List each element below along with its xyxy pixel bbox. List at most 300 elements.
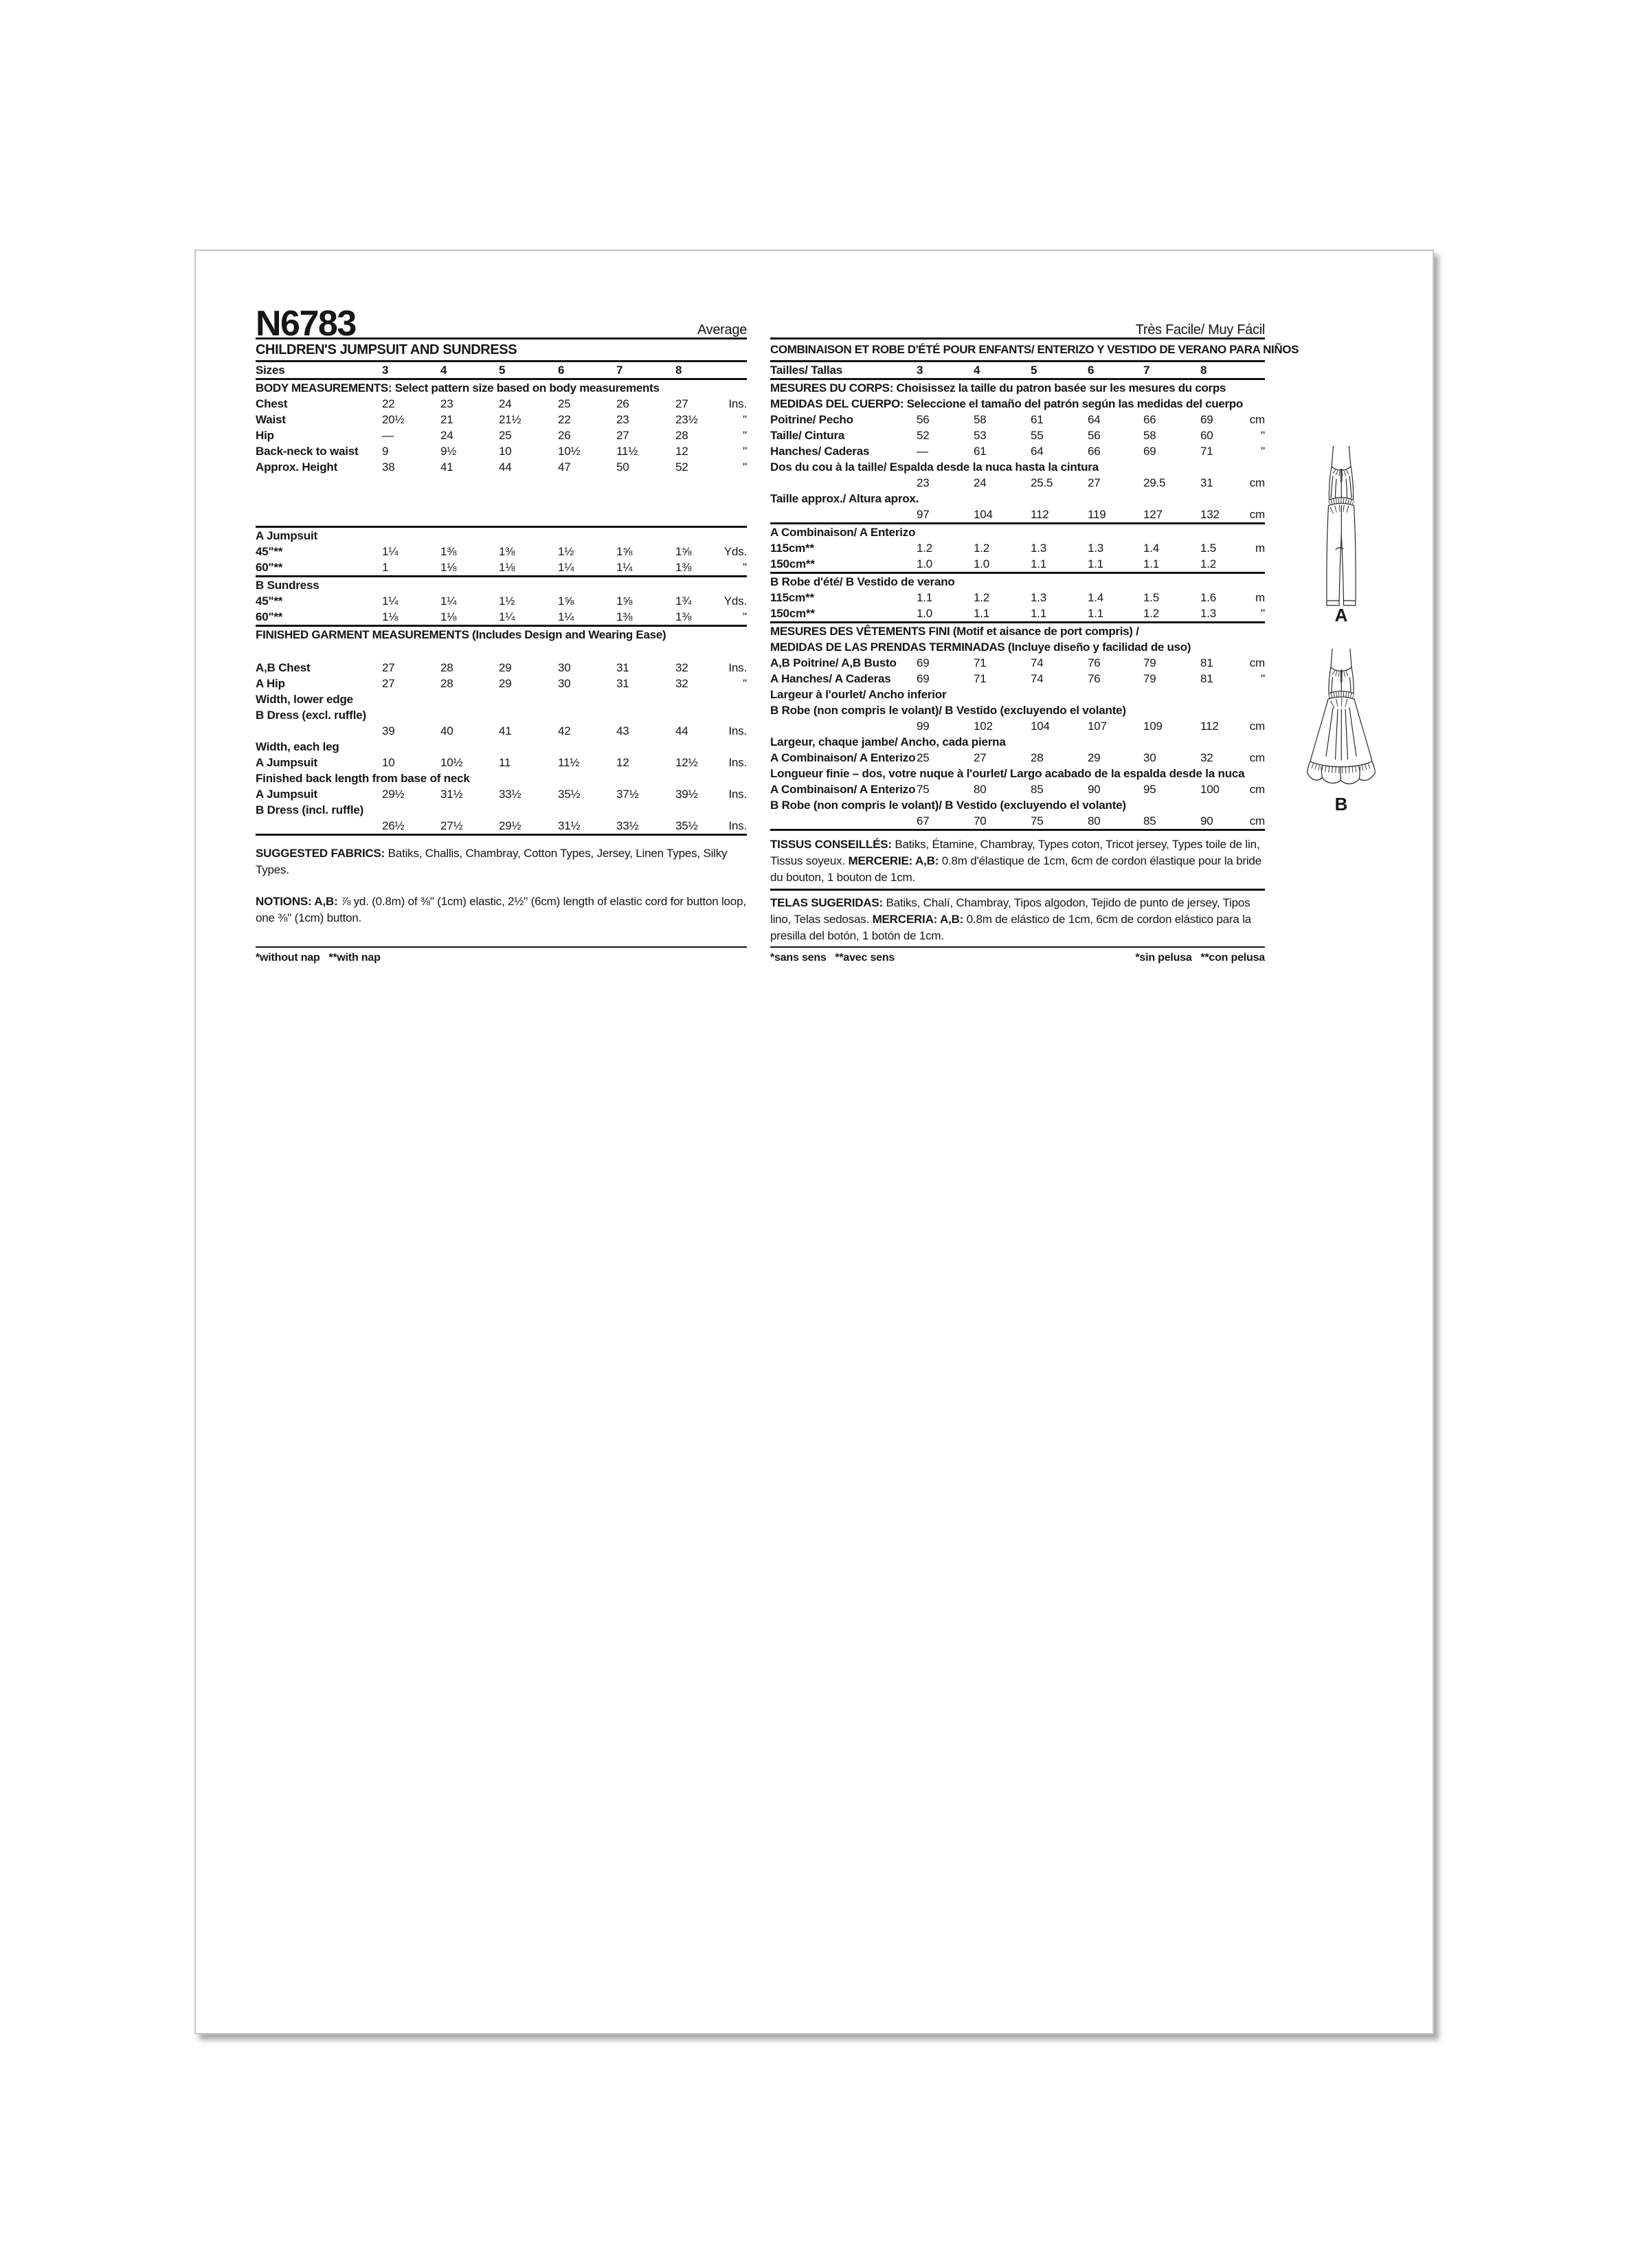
row-label [770, 813, 917, 829]
row-value: 1.1 [1143, 557, 1160, 570]
row-value: 50 [616, 460, 629, 474]
row-value: 27 [1088, 476, 1101, 489]
row-value: 27 [616, 429, 629, 442]
rule [256, 834, 747, 836]
body-measurements-table-fr-es [770, 412, 1265, 522]
table-row [256, 739, 747, 755]
tissus-conseilles-fr [770, 836, 1265, 886]
row-value: 1½ [499, 594, 515, 608]
row-value: 104 [974, 508, 993, 521]
row-value: 56 [917, 413, 930, 426]
row-value: 102 [974, 720, 993, 733]
row-label: Taille/ Cintura [770, 429, 845, 442]
nap-footnote-en-text: *without nap **with nap [256, 952, 381, 964]
table-row [770, 524, 1265, 540]
row-value: 1⅝ [558, 594, 574, 608]
table-row [256, 577, 747, 593]
nap-footnote-en [256, 946, 747, 964]
row-label: B Robe (non compris le volant)/ B Vestido (excluyendo el volante) [770, 799, 1126, 812]
row-value: 27½ [440, 819, 463, 832]
finished-measurements-header-fr: MESURES DES VÊTEMENTS FINI (Motif et aisance de port compris) / [770, 625, 1139, 638]
row-value: 28 [440, 661, 453, 674]
row-unit: cm [1249, 751, 1265, 764]
row-value: 25.5 [1031, 476, 1053, 489]
row-value: 1.1 [1088, 557, 1104, 570]
row-value: 1⅜ [499, 545, 515, 558]
table-row [770, 507, 1265, 522]
row-value: 11½ [558, 756, 580, 769]
row-value: 1.3 [1031, 542, 1047, 555]
english-column [256, 304, 747, 964]
row-unit: " [743, 561, 747, 574]
row-value: 4 [440, 364, 447, 377]
paragraph-text-segment: ⅞ yd. (0.8m) of ⅜" (1cm) elastic, 2½" (6cm) length of elastic cord for button loop, one ⅜" (1cm) button. [256, 895, 746, 924]
table-row [770, 443, 1265, 459]
row-value: 10½ [558, 445, 581, 458]
row-label: A,B Chest [256, 661, 311, 674]
row-value: 6 [1088, 364, 1095, 377]
row-value: 1⅝ [616, 545, 633, 558]
row-unit: cm [1249, 720, 1265, 733]
row-value: 1.2 [974, 542, 990, 555]
paragraph-bold-segment: TISSUS CONSEILLÉS: [770, 838, 895, 851]
row-value: 5 [499, 364, 506, 377]
row-value: 42 [558, 724, 571, 737]
row-value: 80 [974, 783, 987, 796]
suggested-fabrics-en [256, 845, 747, 878]
row-value: 20½ [382, 413, 405, 426]
row-label: Hanches/ Caderas [770, 445, 870, 458]
row-label: Dos du cou à la taille/ Espalda desde la nuca hasta la cintura [770, 460, 1099, 474]
table-row [770, 459, 1265, 475]
row-value: 1.1 [1088, 607, 1104, 620]
nap-footnote-es-text: *sin pelusa **con pelusa [1135, 952, 1265, 964]
row-value: 24 [974, 476, 987, 489]
row-label: Tailles/ Tallas [770, 364, 843, 377]
nap-footnote-fr-es [770, 946, 1265, 964]
row-value: 10 [499, 445, 512, 458]
row-value: 1.0 [917, 607, 933, 620]
row-value: 30 [1143, 751, 1156, 764]
row-value: 7 [1143, 364, 1150, 377]
row-label: 60"** [256, 561, 283, 574]
row-value: 119 [1088, 508, 1106, 521]
row-value: 11½ [616, 445, 638, 458]
row-label: Width, each leg [256, 740, 339, 753]
table-row [256, 412, 747, 427]
dress-yardage-table-fr-es [770, 574, 1265, 621]
row-value: 70 [974, 814, 987, 827]
row-value: 28 [1031, 751, 1044, 764]
row-value: 41 [499, 724, 512, 737]
row-label [256, 818, 382, 834]
row-label: A Hip [256, 677, 285, 690]
paragraph-bold-segment: MERCERIA: A,B: [872, 913, 967, 926]
row-label: Waist [256, 413, 286, 426]
row-value: 29.5 [1143, 476, 1166, 489]
table-row [770, 702, 1265, 718]
row-value: 25 [917, 751, 930, 764]
row-value: 61 [974, 445, 987, 458]
row-value: 32 [675, 677, 688, 690]
row-value: 25 [558, 397, 571, 410]
row-unit: Ins. [728, 756, 747, 769]
row-value: 1⅜ [675, 561, 692, 574]
row-value: 9½ [440, 445, 457, 458]
row-unit: " [743, 413, 747, 426]
row-value: 39½ [675, 788, 698, 801]
row-label [770, 475, 917, 491]
row-label: A,B Poitrine/ A,B Busto [770, 656, 897, 669]
row-value: 76 [1088, 656, 1101, 669]
table-row [770, 491, 1265, 507]
row-value: 85 [1143, 814, 1156, 827]
row-label: Sizes [256, 364, 285, 377]
table-row [256, 770, 747, 786]
row-value: 64 [1088, 413, 1101, 426]
row-label: Largeur à l'ourlet/ Ancho inferior [770, 688, 947, 701]
row-label: 115cm** [770, 542, 814, 555]
row-value: 1.4 [1143, 542, 1160, 555]
row-label: Width, lower edge [256, 693, 353, 706]
row-unit: cm [1249, 783, 1265, 796]
row-value: 1¼ [440, 594, 457, 608]
row-value: 44 [499, 460, 512, 474]
row-value: 27 [382, 677, 395, 690]
row-value: 58 [1143, 429, 1156, 442]
rule [770, 889, 1265, 891]
row-value: 81 [1200, 656, 1213, 669]
row-label: 150cm** [770, 557, 815, 570]
row-unit: cm [1249, 413, 1265, 426]
row-value: 107 [1088, 720, 1107, 733]
spacer [256, 643, 747, 660]
row-value: 1⅜ [440, 545, 457, 558]
row-value: 23 [616, 413, 629, 426]
row-value: 32 [1200, 751, 1213, 764]
row-value: 31½ [440, 788, 463, 801]
row-label: A Jumpsuit [256, 788, 317, 801]
pattern-envelope-back-page [194, 249, 1434, 2034]
row-value: 1.2 [1143, 607, 1160, 620]
row-value: 10½ [440, 756, 463, 769]
jumpsuit-line-drawing [1317, 445, 1365, 608]
row-value: 97 [917, 508, 930, 521]
row-value: 53 [974, 429, 987, 442]
table-row [256, 755, 747, 770]
row-value: 1.1 [974, 607, 990, 620]
row-value: 29½ [499, 819, 521, 832]
table-row [256, 362, 747, 378]
table-row [256, 559, 747, 575]
row-value: 1¼ [382, 594, 399, 608]
row-value: 1.1 [1031, 557, 1047, 570]
row-unit: " [1261, 445, 1265, 458]
row-value: 40 [440, 724, 453, 737]
row-unit [1244, 362, 1265, 378]
difficulty-label-fr-es: Très Facile/ Muy Fácil [1135, 322, 1265, 337]
table-row [256, 443, 747, 459]
row-value: 1¼ [499, 610, 515, 623]
row-value: 90 [1200, 814, 1213, 827]
row-unit: cm [1249, 656, 1265, 669]
row-label: Approx. Height [256, 460, 338, 474]
table-row [770, 671, 1265, 687]
masthead-en [256, 304, 747, 344]
row-unit: Yds. [723, 594, 747, 608]
sizes-table-en [256, 362, 747, 378]
row-label: A Jumpsuit [256, 756, 317, 769]
table-row [770, 427, 1265, 443]
row-value: 30 [558, 677, 571, 690]
sundress-line-drawing [1301, 647, 1381, 785]
telas-sugeridas-es [770, 895, 1265, 944]
row-unit: cm [1249, 508, 1265, 521]
row-value: 29 [499, 661, 512, 674]
row-value: 35½ [558, 788, 581, 801]
row-unit: " [743, 429, 747, 442]
row-value: 79 [1143, 656, 1156, 669]
row-value: 1.1 [917, 591, 933, 604]
garment-title-fr-es: COMBINAISON ET ROBE D'ÉTÉ POUR ENFANTS/ ENTERIZO Y VESTIDO DE VERANO PARA NIÑOS [770, 343, 1299, 356]
row-label: A Combinaison/ A Enterizo [770, 751, 916, 764]
row-value: 27 [974, 751, 987, 764]
row-value: 109 [1143, 720, 1163, 733]
row-value: 43 [616, 724, 629, 737]
row-value: 90 [1088, 783, 1101, 796]
finished-measurements-table-en [256, 660, 747, 834]
row-value: 31½ [558, 819, 581, 832]
row-value: 27 [382, 661, 395, 674]
row-value: 1.0 [917, 557, 933, 570]
row-value: 12 [675, 445, 688, 458]
row-value: 81 [1200, 672, 1213, 685]
row-value: 76 [1088, 672, 1101, 685]
spacer [256, 475, 747, 526]
row-label: 45"** [256, 594, 283, 608]
row-label: B Dress (excl. ruffle) [256, 709, 366, 722]
row-value: 52 [917, 429, 930, 442]
row-unit: Ins. [728, 724, 747, 737]
row-unit: cm [1249, 814, 1265, 827]
row-value: 1.2 [1200, 557, 1217, 570]
row-value: 5 [1031, 364, 1037, 377]
row-value: 1 [382, 561, 389, 574]
paragraph-text-segment: 0.8m d'élastique de 1cm, 6cm de cordon élastique pour la bride du bouton, 1 bouton de 1cm. [770, 854, 1261, 884]
pattern-number: N6783 [256, 304, 356, 344]
row-value: 60 [1200, 429, 1213, 442]
row-value: 31 [616, 661, 629, 674]
row-value: 33½ [616, 819, 639, 832]
row-unit: " [743, 445, 747, 458]
table-row [770, 556, 1265, 572]
table-row [256, 544, 747, 559]
row-value: 75 [917, 783, 930, 796]
row-unit: Ins. [728, 788, 747, 801]
table-row [770, 734, 1265, 750]
table-row [256, 723, 747, 739]
row-label [770, 507, 917, 522]
row-value: 112 [1200, 720, 1219, 733]
finished-measurements-header-en: FINISHED GARMENT MEASUREMENTS (Includes Design and Wearing Ease) [256, 628, 666, 641]
table-row [770, 655, 1265, 671]
table-row [770, 687, 1265, 702]
row-label: Finished back length from base of neck [256, 772, 470, 785]
row-value: 1⅛ [499, 561, 515, 574]
table-row [770, 813, 1265, 829]
row-value: 71 [1200, 445, 1213, 458]
row-label: Poitrine/ Pecho [770, 413, 853, 426]
row-value: 28 [675, 429, 688, 442]
table-row [256, 802, 747, 818]
notions-en [256, 893, 747, 926]
row-value: 29½ [382, 788, 405, 801]
row-value: 52 [675, 460, 688, 474]
row-value: 69 [917, 656, 930, 669]
row-value: 1¼ [616, 561, 633, 574]
row-value: 1⅝ [616, 594, 633, 608]
row-label: B Robe (non compris le volant)/ B Vestido (excluyendo el volante) [770, 704, 1126, 717]
row-value: 26 [558, 429, 571, 442]
garment-title-en: CHILDREN'S JUMPSUIT AND SUNDRESS [256, 342, 517, 357]
row-label [770, 718, 917, 734]
row-unit: " [743, 610, 747, 623]
row-value: 1.4 [1088, 591, 1104, 604]
row-unit: Ins. [728, 819, 747, 832]
row-unit: " [1261, 607, 1265, 620]
row-value: 1½ [558, 545, 574, 558]
table-row [256, 676, 747, 691]
row-value: 32 [675, 661, 688, 674]
row-value: 35½ [675, 819, 698, 832]
table-row [770, 605, 1265, 621]
row-value: 26½ [382, 819, 405, 832]
row-value: 67 [917, 814, 930, 827]
row-value: 1.3 [1088, 542, 1104, 555]
row-value: 9 [382, 445, 389, 458]
table-row [770, 362, 1265, 378]
row-value: 74 [1031, 656, 1044, 669]
row-value: 127 [1143, 508, 1163, 521]
row-value: 23½ [675, 413, 698, 426]
row-label: B Sundress [256, 579, 319, 592]
row-value: 1.5 [1143, 591, 1160, 604]
row-value: 8 [1200, 364, 1207, 377]
row-unit: " [743, 677, 747, 690]
row-value: 12½ [675, 756, 698, 769]
row-value: 99 [917, 720, 930, 733]
row-value: 1¼ [558, 561, 574, 574]
row-value: 55 [1031, 429, 1044, 442]
row-value: 29 [1088, 751, 1101, 764]
row-label: B Dress (incl. ruffle) [256, 803, 364, 816]
table-row [770, 797, 1265, 813]
table-row [256, 593, 747, 609]
row-unit: m [1255, 591, 1265, 604]
row-label: Hip [256, 429, 274, 442]
row-label: 150cm** [770, 607, 815, 620]
row-value: 1.2 [917, 542, 933, 555]
row-label: A Jumpsuit [256, 529, 317, 542]
row-label: 115cm** [770, 591, 814, 604]
row-value: 29 [499, 677, 512, 690]
sundress-yardage-table-en [256, 577, 747, 625]
row-unit [1244, 556, 1265, 572]
row-value: 1¼ [382, 545, 399, 558]
row-value: 79 [1143, 672, 1156, 685]
row-value: 112 [1031, 508, 1049, 521]
row-value: 71 [974, 672, 987, 685]
row-value: 21 [440, 413, 453, 426]
row-value: 61 [1031, 413, 1044, 426]
row-unit [719, 362, 747, 378]
row-value: 132 [1200, 508, 1220, 521]
row-value: 38 [382, 460, 395, 474]
jumpsuit-yardage-table-en [256, 528, 747, 575]
row-value: 85 [1031, 783, 1044, 796]
row-value: 12 [616, 756, 629, 769]
table-row [770, 750, 1265, 766]
row-value: — [917, 445, 928, 458]
row-unit: m [1255, 542, 1265, 555]
row-value: 37½ [616, 788, 639, 801]
row-value: 25 [499, 429, 512, 442]
row-value: 7 [616, 364, 623, 377]
row-label: A Combinaison/ A Enterizo [770, 783, 916, 796]
row-value: 1.6 [1200, 591, 1217, 604]
table-row [770, 766, 1265, 781]
table-row [256, 707, 747, 723]
nap-footnote-fr-text: *sans sens **avec sens [770, 952, 895, 964]
row-label: B Robe d'été/ B Vestido de verano [770, 575, 955, 588]
row-value: 8 [675, 364, 682, 377]
row-value: 64 [1031, 445, 1044, 458]
row-label: A Combinaison/ A Enterizo [770, 526, 916, 539]
row-value: 1.3 [1031, 591, 1047, 604]
row-label: A Hanches/ A Caderas [770, 672, 891, 685]
table-row [256, 786, 747, 802]
row-value: 58 [974, 413, 987, 426]
row-value: 1⅜ [616, 610, 633, 623]
body-measurements-table-en [256, 396, 747, 475]
row-value: 1.2 [974, 591, 990, 604]
row-value: 66 [1143, 413, 1156, 426]
paragraph-text-segment: 0.8m de elástico de 1cm, 6cm de cordon elástico para la presilla del botón, 1 botón de 1cm. [770, 913, 1251, 942]
row-value: 71 [974, 656, 987, 669]
paragraph-text-segment: Batiks, Chalí, Chambray, Tipos algodon, Tejido de punto de jersey, Tipos lino, Telas sedosas. [770, 896, 1250, 926]
row-label: 60"** [256, 610, 283, 623]
row-value: 1⅜ [675, 610, 692, 623]
row-value: 1⅛ [440, 610, 457, 623]
row-label: Chest [256, 397, 288, 410]
row-value: 44 [675, 724, 688, 737]
row-value: 23 [440, 397, 453, 410]
row-unit: Yds. [723, 545, 747, 558]
body-measurements-header-es: MEDIDAS DEL CUERPO: Seleccione el tamaño del patrón según las medidas del cuerpo [770, 397, 1243, 410]
row-value: 1⅛ [382, 610, 399, 623]
table-row [256, 396, 747, 412]
row-value: 23 [917, 476, 930, 489]
row-value: 80 [1088, 814, 1101, 827]
row-value: 1¼ [558, 610, 574, 623]
row-value: 100 [1200, 783, 1220, 796]
table-row [256, 427, 747, 443]
table-row [770, 574, 1265, 590]
sundress-view-b-illustration [1301, 647, 1381, 785]
table-row [770, 412, 1265, 427]
paragraph-bold-segment: TELAS SUGERIDAS: [770, 896, 886, 909]
row-value: 1⅝ [675, 545, 692, 558]
